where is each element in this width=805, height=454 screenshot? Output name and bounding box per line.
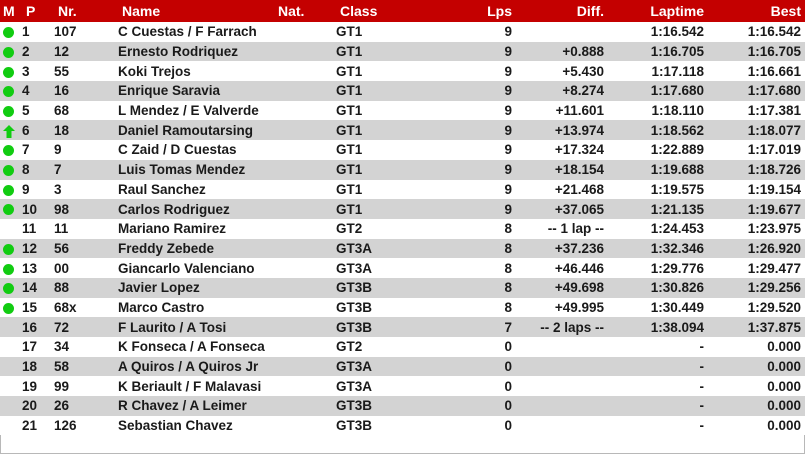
driver-name-cell: L Mendez / E Valverde xyxy=(118,103,259,119)
best-lap-cell: 1:29.520 xyxy=(747,299,801,315)
status-dot-icon xyxy=(3,67,14,78)
best-lap-cell: 1:17.019 xyxy=(747,142,801,158)
table-row[interactable] xyxy=(0,42,805,62)
class-cell: GT1 xyxy=(336,162,363,178)
laptime-cell: 1:21.135 xyxy=(650,201,704,217)
status-marker-cell xyxy=(0,337,22,357)
col-header-position[interactable]: P xyxy=(22,0,54,22)
col-header-difference[interactable]: Diff. xyxy=(516,0,608,22)
status-marker-cell xyxy=(0,317,22,337)
class-cell: GT3A xyxy=(336,378,373,394)
status-dot-icon xyxy=(3,86,14,97)
best-lap-cell: 1:18.726 xyxy=(747,162,801,178)
car-number-cell: 55 xyxy=(54,63,70,79)
status-marker-cell xyxy=(0,199,22,219)
difference-cell: +46.446 xyxy=(554,260,604,276)
laps-cell: 0 xyxy=(504,418,512,434)
nationality-cell xyxy=(274,258,336,278)
laptime-cell: - xyxy=(699,418,704,434)
status-marker-cell xyxy=(0,42,22,62)
position-cell: 8 xyxy=(22,162,30,178)
car-number-cell: 12 xyxy=(54,44,70,60)
car-number-cell: 107 xyxy=(54,24,77,40)
class-cell: GT3B xyxy=(336,299,373,315)
table-row[interactable] xyxy=(0,199,805,219)
status-marker-cell xyxy=(0,239,22,259)
difference-cell: +13.974 xyxy=(554,122,604,138)
position-cell: 9 xyxy=(22,181,30,197)
status-marker-cell xyxy=(0,101,22,121)
car-number-cell: 18 xyxy=(54,122,70,138)
difference-cell: +11.601 xyxy=(555,103,604,119)
nationality-cell xyxy=(274,337,336,357)
laptime-cell: 1:18.562 xyxy=(650,122,704,138)
class-cell: GT1 xyxy=(336,122,363,138)
driver-name-cell: R Chavez / A Leimer xyxy=(118,398,247,414)
class-cell: GT3B xyxy=(336,398,373,414)
car-number-cell: 72 xyxy=(54,319,70,335)
table-row[interactable] xyxy=(0,160,805,180)
class-cell: GT1 xyxy=(336,24,363,40)
best-lap-cell: 0.000 xyxy=(767,418,801,434)
laps-cell: 9 xyxy=(504,162,512,178)
status-dot-icon xyxy=(3,185,14,196)
table-row[interactable] xyxy=(0,396,805,416)
best-lap-cell: 1:37.875 xyxy=(747,319,801,335)
status-marker-cell xyxy=(0,298,22,318)
laptime-cell: 1:29.776 xyxy=(650,260,704,276)
nationality-cell xyxy=(274,219,336,239)
difference-cell xyxy=(516,357,608,377)
nationality-cell xyxy=(274,376,336,396)
status-marker-cell xyxy=(0,140,22,160)
laps-cell: 0 xyxy=(504,359,512,375)
class-cell: GT1 xyxy=(336,142,363,158)
laps-cell: 8 xyxy=(504,260,512,276)
best-lap-cell: 1:16.705 xyxy=(747,44,801,60)
laps-cell: 9 xyxy=(504,201,512,217)
best-lap-cell: 1:16.542 xyxy=(747,24,801,40)
car-number-cell: 9 xyxy=(54,142,62,158)
nationality-cell xyxy=(274,160,336,180)
laptime-cell: 1:24.453 xyxy=(650,221,704,237)
status-marker-cell xyxy=(0,219,22,239)
best-lap-cell: 0.000 xyxy=(767,378,801,394)
nationality-cell xyxy=(274,416,336,436)
driver-name-cell: Enrique Saravia xyxy=(118,83,221,99)
car-number-cell: 88 xyxy=(54,280,70,296)
table-row[interactable] xyxy=(0,357,805,377)
status-marker-cell xyxy=(0,278,22,298)
laps-cell: 7 xyxy=(504,319,512,335)
laptime-cell: 1:30.449 xyxy=(650,299,704,315)
driver-name-cell: C Cuestas / F Farrach xyxy=(118,24,257,40)
position-cell: 21 xyxy=(22,418,38,434)
nationality-cell xyxy=(274,317,336,337)
laptime-cell: 1:19.688 xyxy=(650,162,704,178)
table-row[interactable] xyxy=(0,140,805,160)
driver-name-cell: A Quiros / A Quiros Jr xyxy=(118,359,259,375)
driver-name-cell: Marco Castro xyxy=(118,299,205,315)
position-cell: 12 xyxy=(22,240,38,256)
driver-name-cell: Carlos Rodriguez xyxy=(118,201,230,217)
laps-cell: 9 xyxy=(504,44,512,60)
class-cell: GT3B xyxy=(336,280,373,296)
status-marker-cell xyxy=(0,81,22,101)
difference-cell: +49.995 xyxy=(554,299,604,315)
driver-name-cell: Raul Sanchez xyxy=(118,181,206,197)
position-cell: 15 xyxy=(22,299,38,315)
best-lap-cell: 1:18.077 xyxy=(747,122,801,138)
nationality-cell xyxy=(274,396,336,416)
status-dot-icon xyxy=(3,27,14,38)
best-lap-cell: 1:23.975 xyxy=(747,221,801,237)
difference-cell xyxy=(516,396,608,416)
driver-name-cell: Freddy Zebede xyxy=(118,240,215,256)
driver-name-cell: Luis Tomas Mendez xyxy=(118,162,246,178)
class-cell: GT3B xyxy=(336,418,373,434)
status-marker-cell xyxy=(0,258,22,278)
difference-cell xyxy=(516,337,608,357)
best-lap-cell: 1:29.256 xyxy=(747,280,801,296)
laptime-cell: 1:16.705 xyxy=(650,44,704,60)
nationality-cell xyxy=(274,298,336,318)
best-lap-cell: 1:17.381 xyxy=(747,103,801,119)
status-marker-cell xyxy=(0,416,22,436)
position-cell: 18 xyxy=(22,359,38,375)
laps-cell: 9 xyxy=(504,103,512,119)
status-marker-cell xyxy=(0,180,22,200)
status-dot-icon xyxy=(3,303,14,314)
car-number-cell: 126 xyxy=(54,418,77,434)
nationality-cell xyxy=(274,22,336,42)
status-marker-cell xyxy=(0,357,22,377)
table-row[interactable] xyxy=(0,219,805,239)
col-header-nationality[interactable]: Nat. xyxy=(274,0,336,22)
nationality-cell xyxy=(274,357,336,377)
laptime-cell: 1:38.094 xyxy=(650,319,704,335)
col-header-marker[interactable]: M xyxy=(0,0,22,22)
table-row[interactable] xyxy=(0,101,805,121)
class-cell: GT3A xyxy=(336,260,373,276)
position-cell: 2 xyxy=(22,44,30,60)
laptime-cell: 1:16.542 xyxy=(650,24,704,40)
status-dot-icon xyxy=(3,165,14,176)
best-lap-cell: 0.000 xyxy=(767,339,801,355)
difference-cell: +37.236 xyxy=(554,240,604,256)
difference-cell: +8.274 xyxy=(562,83,604,99)
table-row[interactable] xyxy=(0,317,805,337)
status-marker-cell xyxy=(0,120,22,140)
best-lap-cell: 1:17.680 xyxy=(747,83,801,99)
difference-cell: +37.065 xyxy=(554,201,604,217)
position-cell: 19 xyxy=(22,378,38,394)
nationality-cell xyxy=(274,278,336,298)
driver-name-cell: Sebastian Chavez xyxy=(118,418,233,434)
laps-cell: 8 xyxy=(504,221,512,237)
driver-name-cell: Koki Trejos xyxy=(118,63,191,79)
status-marker-cell xyxy=(0,22,22,42)
difference-cell xyxy=(516,416,608,436)
car-number-cell: 00 xyxy=(54,260,70,276)
position-cell: 13 xyxy=(22,260,38,276)
laps-cell: 8 xyxy=(504,240,512,256)
driver-name-cell: Mariano Ramirez xyxy=(118,221,227,237)
col-header-laps[interactable]: Lps xyxy=(446,0,516,22)
table-row[interactable] xyxy=(0,376,805,396)
laps-cell: 8 xyxy=(504,299,512,315)
position-cell: 14 xyxy=(22,280,38,296)
laps-cell: 0 xyxy=(504,378,512,394)
class-cell: GT1 xyxy=(336,201,363,217)
nationality-cell xyxy=(274,61,336,81)
nationality-cell xyxy=(274,199,336,219)
status-dot-icon xyxy=(3,204,14,215)
class-cell: GT1 xyxy=(336,44,363,60)
nationality-cell xyxy=(274,101,336,121)
difference-cell: -- 1 lap -- xyxy=(547,221,604,237)
laptime-cell: 1:17.680 xyxy=(650,83,704,99)
difference-cell: +5.430 xyxy=(562,63,604,79)
driver-name-cell: K Beriault / F Malavasi xyxy=(118,378,262,394)
col-header-name[interactable]: Name xyxy=(118,0,274,22)
col-header-number[interactable]: Nr. xyxy=(54,0,118,22)
car-number-cell: 7 xyxy=(54,162,62,178)
car-number-cell: 99 xyxy=(54,378,70,394)
nationality-cell xyxy=(274,81,336,101)
status-marker-cell xyxy=(0,61,22,81)
nationality-cell xyxy=(274,120,336,140)
difference-cell xyxy=(516,376,608,396)
position-cell: 17 xyxy=(22,339,38,355)
driver-name-cell: Daniel Ramoutarsing xyxy=(118,122,254,138)
laptime-cell: 1:30.826 xyxy=(650,280,704,296)
laps-cell: 9 xyxy=(504,142,512,158)
position-cell: 11 xyxy=(22,221,37,237)
laptime-cell: - xyxy=(699,378,704,394)
status-marker-cell xyxy=(0,376,22,396)
best-lap-cell: 1:16.661 xyxy=(747,63,801,79)
laps-cell: 9 xyxy=(504,122,512,138)
status-dot-icon xyxy=(3,244,14,255)
laptime-cell: 1:22.889 xyxy=(650,142,704,158)
col-header-laptime[interactable]: Laptime xyxy=(608,0,708,22)
nationality-cell xyxy=(274,239,336,259)
table-row[interactable] xyxy=(0,416,805,436)
best-lap-cell: 1:26.920 xyxy=(747,240,801,256)
col-header-best[interactable]: Best xyxy=(708,0,805,22)
status-marker-cell xyxy=(0,160,22,180)
difference-cell: +21.468 xyxy=(554,181,604,197)
table-row[interactable] xyxy=(0,337,805,357)
difference-cell: +49.698 xyxy=(554,280,604,296)
laptime-cell: - xyxy=(699,339,704,355)
table-row[interactable] xyxy=(0,239,805,259)
laptime-cell: - xyxy=(699,359,704,375)
best-lap-cell: 0.000 xyxy=(767,359,801,375)
nationality-cell xyxy=(274,140,336,160)
car-number-cell: 11 xyxy=(54,221,69,237)
difference-cell: +18.154 xyxy=(554,162,604,178)
best-lap-cell: 1:19.154 xyxy=(747,181,801,197)
header-row xyxy=(0,0,805,22)
driver-name-cell: Ernesto Rodriquez xyxy=(118,44,239,60)
table-row[interactable] xyxy=(0,278,805,298)
difference-cell: +0.888 xyxy=(562,44,604,60)
class-cell: GT1 xyxy=(336,103,363,119)
position-cell: 1 xyxy=(22,24,30,40)
position-cell: 5 xyxy=(22,103,30,119)
laptime-cell: - xyxy=(699,398,704,414)
nationality-cell xyxy=(274,180,336,200)
class-cell: GT3A xyxy=(336,240,373,256)
laptime-cell: 1:19.575 xyxy=(650,181,704,197)
laps-cell: 0 xyxy=(504,398,512,414)
car-number-cell: 3 xyxy=(54,181,62,197)
table-row[interactable] xyxy=(0,81,805,101)
driver-name-cell: K Fonseca / A Fonseca xyxy=(118,339,265,355)
position-cell: 16 xyxy=(22,319,38,335)
car-number-cell: 56 xyxy=(54,240,70,256)
position-cell: 7 xyxy=(22,142,30,158)
status-marker-cell xyxy=(0,396,22,416)
class-cell: GT3A xyxy=(336,359,373,375)
laptime-cell: 1:17.118 xyxy=(651,63,704,79)
position-cell: 4 xyxy=(22,83,30,99)
laptime-cell: 1:32.346 xyxy=(650,240,704,256)
position-cell: 10 xyxy=(22,201,38,217)
car-number-cell: 16 xyxy=(54,83,70,99)
laps-cell: 9 xyxy=(504,24,512,40)
class-cell: GT2 xyxy=(336,221,363,237)
difference-cell xyxy=(516,22,608,42)
driver-name-cell: Javier Lopez xyxy=(118,280,200,296)
status-dot-icon xyxy=(3,145,14,156)
laps-cell: 9 xyxy=(504,83,512,99)
position-cell: 20 xyxy=(22,398,38,414)
difference-cell: +17.324 xyxy=(554,142,604,158)
table-row[interactable] xyxy=(0,258,805,278)
difference-cell: -- 2 laps -- xyxy=(540,319,604,335)
status-dot-icon xyxy=(3,47,14,58)
status-dot-icon xyxy=(3,106,14,117)
best-lap-cell: 0.000 xyxy=(767,398,801,414)
position-cell: 3 xyxy=(22,63,30,79)
table-row[interactable] xyxy=(0,22,805,42)
driver-name-cell: F Laurito / A Tosi xyxy=(118,319,227,335)
class-cell: GT3B xyxy=(336,319,373,335)
position-up-arrow-icon xyxy=(3,125,15,138)
table-row[interactable] xyxy=(0,298,805,318)
table-row[interactable] xyxy=(0,180,805,200)
class-cell: GT1 xyxy=(336,83,363,99)
car-number-cell: 58 xyxy=(54,359,70,375)
laps-cell: 0 xyxy=(504,339,512,355)
best-lap-cell: 1:19.677 xyxy=(747,201,801,217)
status-dot-icon xyxy=(3,283,14,294)
col-header-class[interactable]: Class xyxy=(336,0,446,22)
nationality-cell xyxy=(274,42,336,62)
car-number-cell: 26 xyxy=(54,398,70,414)
driver-name-cell: C Zaid / D Cuestas xyxy=(118,142,237,158)
status-dot-icon xyxy=(3,264,14,275)
car-number-cell: 68 xyxy=(54,103,70,119)
laptime-cell: 1:18.110 xyxy=(651,103,704,119)
table-row[interactable] xyxy=(0,120,805,140)
car-number-cell: 34 xyxy=(54,339,70,355)
position-cell: 6 xyxy=(22,122,30,138)
laps-cell: 9 xyxy=(504,63,512,79)
class-cell: GT2 xyxy=(336,339,363,355)
laps-cell: 9 xyxy=(504,181,512,197)
table-row[interactable] xyxy=(0,61,805,81)
class-cell: GT1 xyxy=(336,63,363,79)
car-number-cell: 98 xyxy=(54,201,70,217)
car-number-cell: 68x xyxy=(54,299,77,315)
best-lap-cell: 1:29.477 xyxy=(747,260,801,276)
laps-cell: 8 xyxy=(504,280,512,296)
class-cell: GT1 xyxy=(336,181,363,197)
driver-name-cell: Giancarlo Valenciano xyxy=(118,260,255,276)
